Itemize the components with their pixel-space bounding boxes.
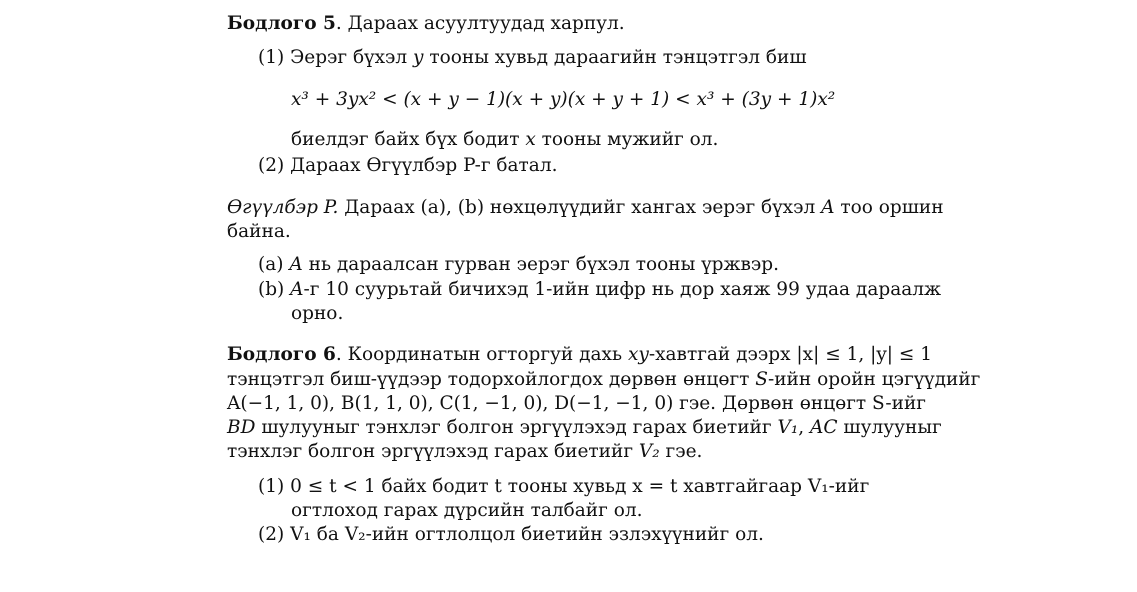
- statement-text1-b: тоо оршин: [834, 197, 944, 218]
- inequality-formula: x³ + 3yx² < (x + y − 1)(x + y)(x + y + 1) < x³ + (3y + 1)x²: [291, 89, 836, 110]
- statement-a-text: нь дараалсан гурван эерэг бүхэл тооны үржвэр.: [302, 254, 780, 275]
- problem5-heading: [227, 12, 625, 36]
- problem5-var-y: y: [413, 47, 424, 68]
- problem6-line1-b: -хавтгай дээрх |x| ≤ 1, |y| ≤ 1: [648, 344, 933, 365]
- statement-b-var-A: A: [290, 279, 304, 300]
- problem6-line5-b: гэе.: [659, 441, 703, 462]
- problem6-part2-text: V₁ ба V₂-ийн огтлолцол биетийн эзлэхүүнийг ол.: [290, 524, 764, 545]
- problem5-inequality: [291, 88, 835, 112]
- problem6-part1-cont: [291, 499, 642, 523]
- problem6-part1-text: 0 ≤ t < 1 байх бодит t тооны хувьд x = t хавтгайгаар V₁-ийг: [290, 476, 870, 497]
- problem6-part2: [258, 523, 764, 547]
- problem6-V1: V₁: [777, 417, 799, 438]
- statement-a-label: (a): [258, 254, 284, 275]
- problem6-line2-b: -ийн оройн цэгүүдийг: [767, 369, 981, 390]
- problem6-line1-a: . Координатын огторгуй дахь: [335, 344, 628, 365]
- statement-item-b: [258, 278, 941, 302]
- problem5-part1-label: (1): [258, 47, 285, 68]
- problem5-part1-cont-a: биелдэг байх бүх бодит: [291, 129, 526, 150]
- problem5-intro: . Дараах асуултуудад харпул.: [335, 13, 625, 34]
- problem6-S: S: [755, 369, 768, 390]
- problem6-line2: [227, 368, 980, 392]
- problem6-line5-a: тэнхлэг болгон эргүүлэхэд гарах биетийг: [227, 441, 639, 462]
- statement-var-A: A: [821, 197, 835, 218]
- problem5-var-x: x: [525, 129, 536, 150]
- statement-a-var-A: A: [289, 254, 303, 275]
- statement-text1-a: Дараах (a), (b) нөхцөлүүдийг хангах эерэг бүхэл: [338, 197, 822, 218]
- problem6-line3: A(−1, 1, 0), B(1, 1, 0), C(1, −1, 0), D(−1, −1, 0) гэе. Дөрвөн өнцөгт S-ийг: [227, 393, 926, 414]
- problem5-part1-text-b: тооны хувьд дараагийн тэнцэтгэл биш: [423, 47, 807, 68]
- problem6-line4-c: ,: [798, 417, 810, 438]
- problem6-line4-d: шулууныг: [837, 417, 942, 438]
- problem5-part2: [258, 154, 557, 178]
- problem6-line3: [227, 392, 926, 416]
- statement-b-text: -г 10 суурьтай бичихэд 1-ийн цифр нь дор хаяж 99 удаа дараалж: [303, 279, 942, 300]
- problem5-part2-text: Дараах Өгүүлбэр P-г батал.: [290, 155, 558, 176]
- problem6-xy: xy: [627, 344, 649, 365]
- problem6-line1: [227, 343, 932, 367]
- statement-line1: [227, 196, 944, 220]
- problem5-part2-label: (2): [258, 155, 285, 176]
- problem5-part1-line2: [291, 128, 718, 152]
- problem6-line5: [227, 440, 702, 464]
- statement-item-b-cont: [291, 302, 343, 326]
- statement-b-text2: орно.: [291, 303, 344, 324]
- problem5-part1-line1: [258, 46, 807, 70]
- problem6-part1-label: (1): [258, 476, 285, 497]
- statement-label: Өгүүлбэр P.: [227, 197, 339, 218]
- problem5-title: Бодлого 5: [227, 13, 336, 34]
- problem6-V2: V₂: [638, 441, 660, 462]
- statement-text2: байна.: [227, 221, 291, 242]
- problem6-line4-b: шулууныг тэнхлэг болгон эргүүлэхэд гарах биетийг: [255, 417, 778, 438]
- problem6-AC: AC: [810, 417, 838, 438]
- problem5-part1-cont-b: тооны мужийг ол.: [535, 129, 719, 150]
- problem6-title: Бодлого 6: [227, 344, 336, 365]
- problem5-part1-text-a: Эерэг бүхэл: [290, 47, 414, 68]
- problem6-part1: [258, 475, 869, 499]
- problem6-BD: BD: [227, 417, 256, 438]
- problem6-part1-text2: огтлоход гарах дүрсийн талбайг ол.: [291, 500, 643, 521]
- statement-b-label: (b): [258, 279, 285, 300]
- problem6-line2-a: тэнцэтгэл биш-үүдээр тодорхойлогдох дөрвөн өнцөгт: [227, 369, 756, 390]
- problem6-line4: [227, 416, 942, 440]
- statement-line2: [227, 220, 291, 244]
- statement-item-a: [258, 253, 779, 277]
- problem6-part2-label: (2): [258, 524, 285, 545]
